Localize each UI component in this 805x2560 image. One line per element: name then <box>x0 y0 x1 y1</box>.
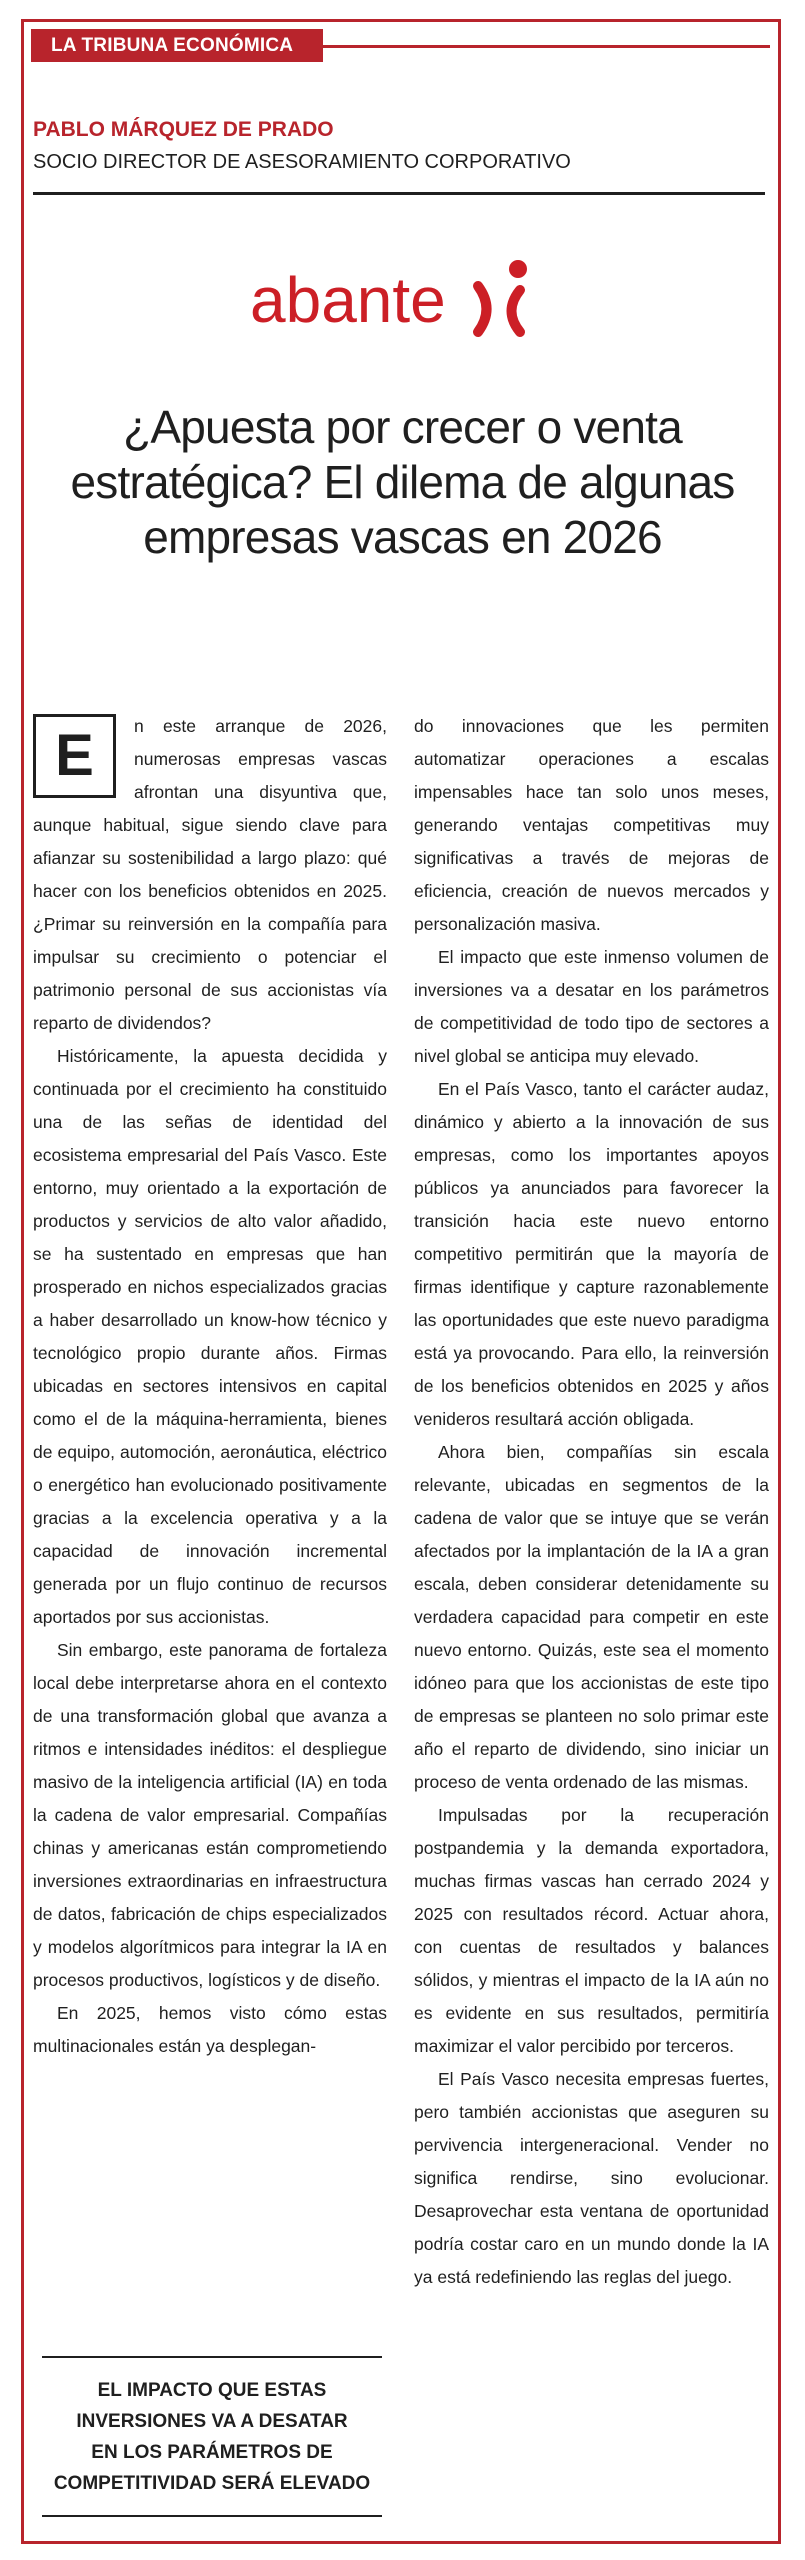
pull-quote-text <box>42 2358 382 2515</box>
article-column-right <box>414 710 769 2294</box>
article-paragraph: Impulsadas por la recuperación postpandemia y la demanda exportadora, muchas firmas vascas han cerrado 2024 y 2025 con resultados récord. Actuar ahora, con cuentas de resultados y balances sólidos, y mientras el impacto de la IA aún no es evidente en sus resultados, permitiría maximizar el valor percibido por terceros. <box>414 1805 769 2056</box>
headline-line: empresas vascas en 2026 <box>143 511 662 563</box>
pull-quote <box>42 2356 382 2517</box>
abante-logo <box>250 252 550 348</box>
headline-line: estratégica? El dilema de algunas <box>70 456 735 508</box>
article-paragraph: do innovaciones que les permiten automatizar operaciones a escalas impensables hace tan solo unos meses, generando ventajas competitivas muy significativas a través de mejoras de eficiencia, creación de nuevos mercados y personalización masiva. <box>414 716 769 934</box>
article-paragraph: El País Vasco necesita empresas fuertes, pero también accionistas que aseguren su pervivencia intergeneracional. Vender no significa rendirse, sino evolucionar. Desaprovechar esta ventana de oportunidad podría costar caro en un mundo donde la IA ya está redefiniendo las reglas del juego. <box>414 2069 769 2287</box>
article-paragraph: En 2025, hemos visto cómo estas multinacionales están ya desplegan- <box>33 2003 387 2056</box>
article-paragraph: El impacto que este inmenso volumen de inversiones va a desatar en los parámetros de competitividad de todo tipo de sectores a nivel global se anticipa muy elevado. <box>414 947 769 1066</box>
article-paragraph: En el País Vasco, tanto el carácter audaz, dinámico y abierto a la innovación de sus empresas, como los importantes apoyos públicos ya anunciados para favorecer la transición hacia este nuevo entorno competitivo permitirán que la mayoría de firmas identifique y capture razonablemente las oportunidades que este nuevo paradigma está ya provocando. Para ello, la reinversión de los beneficios obtenidos en 2025 y años venideros resultará acción obligada. <box>414 1079 769 1429</box>
author-name: PABLO MÁRQUEZ DE PRADO <box>33 118 334 141</box>
author-divider <box>33 192 765 195</box>
headline-line: ¿Apuesta por crecer o venta <box>123 401 682 453</box>
logo-wordmark: abante <box>250 264 446 336</box>
article-paragraph: E n este arranque de 2026, numerosas empresas vascas afrontan una disyuntiva que, aunque habitual, sigue siendo clave para afianzar su sostenibilidad a largo plazo: qué hacer con los beneficios obtenidos en 2025. ¿Primar su reinversión en la compañía para impulsar su crecimiento o potenciar el patrimonio personal de sus accionistas vía reparto de dividendos? <box>33 716 387 1033</box>
author-role: SOCIO DIRECTOR DE ASESORAMIENTO CORPORATIVO <box>33 151 571 173</box>
pull-quote-line: EN LOS PARÁMETROS DE <box>91 2442 333 2463</box>
article-paragraph: Sin embargo, este panorama de fortaleza local debe interpretarse ahora en el contexto de una transformación global que avanza a ritmos e intensidades inéditos: el despliegue masivo de la inteligencia artificial (IA) en toda la cadena de valor empresarial. Compañías chinas y americanas están comprometiendo inversiones extraordinarias en infraestructura de datos, fabricación de chips especializados y modelos algorítmicos para integrar la IA en procesos productivos, logísticos y de diseño. <box>33 1640 387 1990</box>
logo-right-arc <box>512 290 521 332</box>
headline <box>30 400 775 565</box>
section-label: LA TRIBUNA ECONÓMICA <box>51 34 294 56</box>
section-tab <box>31 29 323 62</box>
article-paragraph: Históricamente, la apuesta decidida y continuada por el crecimiento ha constituido una de las señas de identidad del ecosistema empresarial del País Vasco. Este entorno, muy orientado a la exportación de productos y servicios de alto valor añadido, se ha sustentado en empresas que han prosperado en nichos especializados gracias a haber desarrollado un know-how técnico y tecnológico propio durante años. Firmas ubicadas en sectores intensivos en capital como el de la máquina-herramienta, bienes de equipo, automoción, aeronáutica, eléctrico o energético han evolucionado positivamente gracias a la excelencia operativa y a la capacidad de innovación incremental generada por un flujo continuo de recursos aportados por sus accionistas. <box>33 1046 387 1627</box>
logo-left-arc <box>478 286 487 332</box>
section-divider <box>323 45 770 48</box>
article-column-left <box>33 710 387 2063</box>
pull-quote-bottom-rule <box>42 2515 382 2517</box>
drop-cap: E <box>33 714 116 798</box>
pull-quote-line: INVERSIONES VA A DESATAR <box>76 2411 348 2432</box>
pull-quote-line: EL IMPACTO QUE ESTAS <box>97 2380 327 2401</box>
article-paragraph: Ahora bien, compañías sin escala relevante, ubicadas en segmentos de la cadena de valor que se intuye que se verán afectados por la implantación de la IA a gran escala, deben considerar detenidamente su verdadera capacidad para competir en este nuevo entorno. Quizás, este sea el momento idóneo para que los accionistas de este tipo de empresas se planteen no solo primar este año el reparto de dividendo, sino iniciar un proceso de venta ordenado de las mismas. <box>414 1442 769 1792</box>
pull-quote-line: COMPETITIVIDAD SERÁ ELEVADO <box>53 2473 371 2494</box>
logo-dot-icon <box>509 260 527 278</box>
